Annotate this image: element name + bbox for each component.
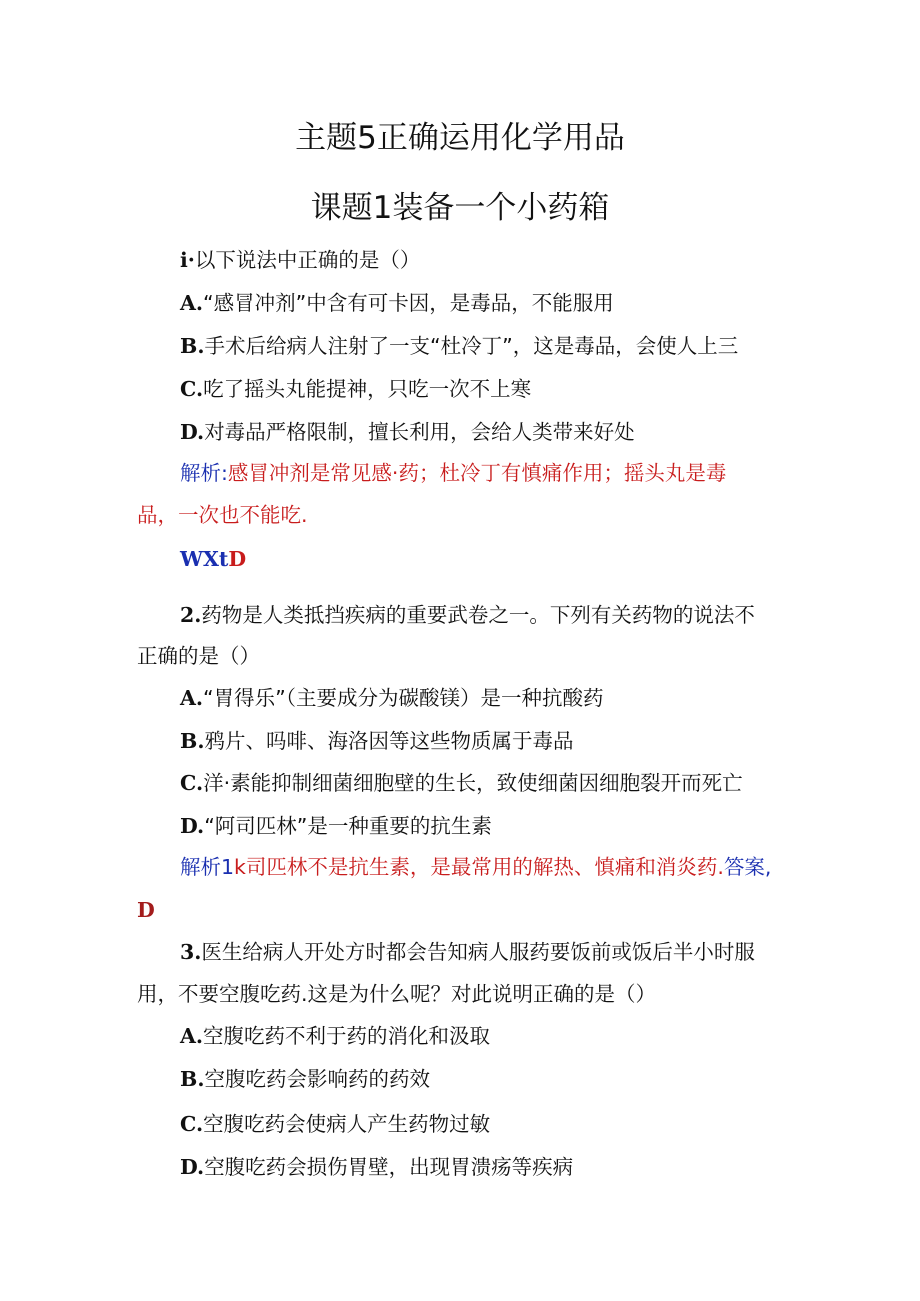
option-text: 鸦片、吗啡、海洛因等这些物质属于毒品 [204,729,574,753]
option-label: D. [180,420,205,444]
question-2-text: 药物是人类抵挡疾病的重要武卷之一。下列有关药物的说法不 [201,603,755,627]
question-3-option-b [180,1065,430,1093]
question-1-text: 以下说法中正确的是（） [194,248,421,272]
option-label: A. [180,1024,204,1048]
question-1-stem [180,246,420,274]
analysis-text: k司匹林不是抗生素，是最常用的解热、慎痛和消炎药. [234,855,724,879]
question-2-option-b [180,727,573,755]
option-label: D. [180,814,205,838]
question-2-number: 2. [180,603,202,627]
option-text: “胃得乐”（主要成分为碳酸镁）是一种抗酸药 [203,686,604,710]
question-2-answer: D [137,898,155,922]
analysis-label: 解析1 [180,855,235,879]
question-1-option-d [180,418,635,446]
option-label: B. [180,729,205,753]
option-text: 对毒品严格限制，擅长利用，会给人类带来好处 [204,420,635,444]
question-3-text: 医生给病人开处方时都会告知病人服药要饭前或饭后半小时服 [201,940,755,964]
option-text: 空腹吃药会损伤胃壁，出现胃溃疡等疾病 [204,1155,574,1179]
question-2-stem-cont: 正确的是（） [137,644,260,668]
option-label: A. [180,686,204,710]
question-3-stem-cont: 用，不要空腹吃药.这是为什么呢？对此说明正确的是（） [137,982,657,1006]
option-label: B. [180,1067,205,1091]
analysis-text: 感冒冲剂是常见感·药；杜冷丁有慎痛作用；摇头丸是毒 [227,461,727,485]
answer-letter: D [228,547,247,571]
question-1-analysis-cont: 品，一次也不能吃. [137,503,308,527]
option-text: 手术后给病人注射了一支“杜冷丁”，这是毒品，会使人上三 [204,334,739,358]
question-3-stem [180,938,755,966]
question-3-number: 3. [180,940,202,964]
option-label: A. [180,291,204,315]
option-text: “感冒冲剂”中含有可卡因，是毒品，不能服用 [203,291,614,315]
question-2-option-d [180,812,492,840]
question-1-option-a [180,289,614,317]
question-1-answer [180,545,246,573]
option-text: “阿司匹林”是一种重要的抗生素 [204,814,492,838]
question-3-option-d [180,1153,573,1181]
analysis-label: 解析: [180,461,228,485]
option-label: D. [180,1155,205,1179]
answer-label: 答案, [723,855,772,879]
page-subtitle: 课题1装备一个小药箱 [310,190,610,226]
question-1-option-c [180,375,531,403]
question-2-analysis [180,853,771,881]
page-title: 主题5正确运用化学用品 [295,120,625,156]
option-text: 空腹吃药会影响药的药效 [204,1067,430,1091]
option-text: 洋·素能抑制细菌细胞壁的生长，致使细菌因细胞裂开而死亡 [203,771,743,795]
question-2-option-c [180,769,743,797]
option-text: 空腹吃药会使病人产生药物过敏 [203,1112,491,1136]
option-label: C. [180,377,204,401]
option-label: B. [180,334,205,358]
question-1-number: i· [180,248,195,272]
question-1-analysis [180,459,726,487]
question-3-option-a [180,1022,490,1050]
option-text: 吃了摇头丸能提神，只吃一次不上寒 [203,377,532,401]
option-text: 空腹吃药不利于药的消化和汲取 [203,1024,491,1048]
question-2-option-a [180,684,604,712]
option-label: C. [180,1112,204,1136]
question-3-option-c [180,1110,490,1138]
answer-prefix: WXt [180,547,229,571]
option-label: C. [180,771,204,795]
question-1-option-b [180,332,738,360]
question-2-stem [180,601,755,629]
